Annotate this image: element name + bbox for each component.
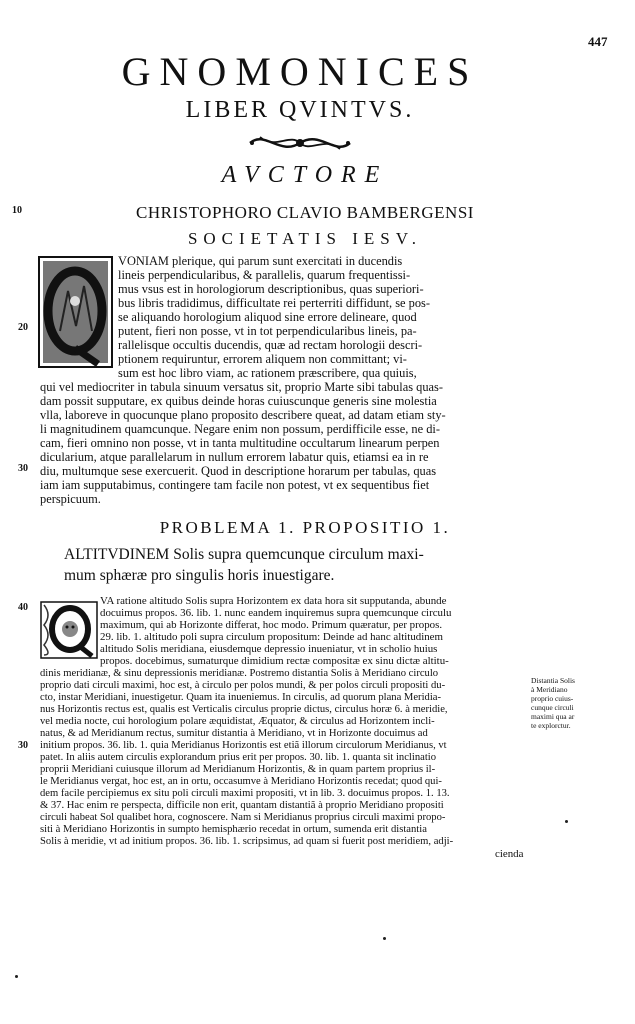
text-line: circuli habeat Sol qualibet hora, cognoscere. Nam si Meridianus proprius circuli maximi propo- xyxy=(40,812,446,823)
text-line: vel media nocte, cui horologium polare æquidistat, Æquator, & circulus ad Horizontem incli- xyxy=(40,716,435,727)
text-line: siti à Meridiano Horizontis in sumpto hemisphærio recedat in ortum, sumenda erit distantia xyxy=(40,824,427,835)
decorated-initial-icon xyxy=(40,601,98,659)
margin-note-line: cunque circuli xyxy=(531,703,574,712)
text-line: proprio dati circuli maximi, hoc est, à circulo per polos mundi, & per polos circuli propositi du- xyxy=(40,680,446,691)
text-line: iam iam supputabimus, contingere tam facile non potest, vt ex sequentibus fiet xyxy=(40,478,430,492)
text-line: propos. docebimus, sumaturque dimidium rectæ compositæ ex sinu dictæ altitu- xyxy=(100,655,449,667)
text-line: cto, instar Meridiani, inuestigetur. Quam ita inueniemus. In circulis, ad quorum plana Meridia- xyxy=(40,692,441,703)
margin-note-line: Distantia Solis xyxy=(531,676,575,685)
text-line: dam possit supputare, ex quibus deinde horas cuiuscunque generis sine molestia xyxy=(40,394,437,408)
text-line: VA ratione altitudo Solis supra Horizontem ex data hora sit supputanda, abunde xyxy=(100,595,447,607)
text-line: altitudo Solis meridiana, eiusdemque depressio inueniatur, vt in scholio huius xyxy=(100,643,438,655)
altitude-heading-line: mum sphæræ pro singulis horis inuestigare. xyxy=(64,567,335,584)
text-line: cam, fieri omnino non posse, vt in tanta multitudine occultarum linearum perpen xyxy=(40,436,440,450)
text-line: dem facile percipiemus ex situ poli circuli maximi propositi, vt in lib. 3. docuimus propos. 1. 13. xyxy=(40,788,450,799)
text-line: vlla, laboreve in quocunque plano proposito describere queat, ad datam etiam sty- xyxy=(40,408,446,422)
text-line: se aliquando horologium aliquod sine errore delineare, quod xyxy=(118,310,417,324)
text-line: perspicuum. xyxy=(40,492,101,506)
text-line: nus Horizontis rectus est, qualis est Verticalis circulus proprie dictus, circulus horæ 6. à meridie, xyxy=(40,704,448,715)
text-line: ptionem requiruntur, errorem aliquem non committant; vi- xyxy=(118,352,407,366)
text-line: le Meridianus vergat, hoc est, an in ortu, occasumve à Meridiano Horizontis recedat; quod qui- xyxy=(40,776,442,787)
catchword: cienda xyxy=(495,848,524,860)
margin-line-number: 20 xyxy=(18,322,28,333)
text-line: VONIAM plerique, qui parum sunt exercitati in ducendis xyxy=(118,254,403,268)
text-line: li magnitudinem quamcunque. Negare enim non possum, perdifficile esse, ne di- xyxy=(40,422,440,436)
ink-speck xyxy=(383,937,386,940)
text-line: docuimus propos. 36. lib. 1. nunc eandem inquiremus supra quemcunque circulu xyxy=(100,607,452,619)
text-line: dinis meridianæ, & sinu depressionis meridianæ. Postremo distantia Solis à Meridiano circulo xyxy=(40,668,439,679)
text-line: sum est hoc libro viam, ac rationem præscribere, qua quiuis, xyxy=(118,366,417,380)
altitude-heading-line: ALTITVDINEM Solis supra quemcunque circulum maxi- xyxy=(64,546,424,563)
text-line: Solis à meridie, vt ad initium propos. 36. lib. 1. scripsimus, ad quam si fuerit post meridiem, adji- xyxy=(40,836,454,847)
text-line: lineis perpendicularibus, & parallelis, quarum frequentissi- xyxy=(118,268,411,282)
text-line: proprii Meridiani cuiusque illorum ad Meridianum Horizontis, & in quam partem proprius il- xyxy=(40,764,436,775)
text-line: bus libris tradidimus, difficultate rei perterriti diffidunt, se pos- xyxy=(118,296,430,310)
text-line: qui vel mediocriter in tabula sinuum versatus sit, proprio Marte sibi tabulas quas- xyxy=(40,380,443,394)
text-line: patet. In aliis autem circulis explorandum prius erit per propos. 30. lib. 1. quanta sit inclinatio xyxy=(40,752,436,763)
auctore-heading: AVCTORE xyxy=(221,162,389,188)
ink-speck xyxy=(15,975,18,978)
book-title: GNOMONICES xyxy=(121,49,479,94)
decorated-initial-icon xyxy=(38,256,113,368)
margin-note-line: à Meridiano xyxy=(531,685,568,694)
book-subtitle: LIBER QVINTVS. xyxy=(185,97,415,123)
margin-line-number: 40 xyxy=(18,602,28,613)
society-line: SOCIETATIS IESV. xyxy=(187,229,423,248)
margin-line-number: 30 xyxy=(18,463,28,474)
margin-note-line: maximi qua ar xyxy=(531,712,575,721)
text-line: & 37. Hac enim re perspecta, difficile non erit, quantam distantiã à proprio Meridiano propositi xyxy=(40,800,444,811)
ink-speck xyxy=(565,820,568,823)
text-line: diu, multumque sese exercuerit. Quod in descriptione horarum per tabulas, quas xyxy=(40,464,437,478)
text-line: maximum, qui ab Horizonte differat, hoc modo. Primum quæratur, per propos. xyxy=(100,619,443,631)
page-number: 447 xyxy=(588,34,608,49)
margin-note-line: proprio cuius- xyxy=(531,694,574,703)
margin-line-number: 10 xyxy=(12,205,22,216)
text-line: initium propos. 36. lib. 1. quia Meridianus Horizontis est etiã illorum circulorum Meridianus, vt xyxy=(40,740,447,751)
ornament-icon xyxy=(240,128,360,158)
text-line: putent, fieri non posse, vt in tot perpendicularibus lineis, pa- xyxy=(118,324,417,338)
author-name: CHRISTOPHORO CLAVIO BAMBERGENSI xyxy=(136,203,474,222)
margin-note-line: te explorctur. xyxy=(531,721,571,730)
margin-line-number: 30 xyxy=(18,740,28,751)
text-line: dicularium, atque parallelarum in nullum errorem labatur quis, etiamsi ea in re xyxy=(40,450,429,464)
problem-heading: PROBLEMA 1. PROPOSITIO 1. xyxy=(159,518,451,537)
text-line: mus vsus est in horologiorum descriptionibus, quas superiori- xyxy=(118,282,424,296)
text-line: rallelisque occultis ducendis, quæ ad rectam horologii descri- xyxy=(118,338,423,352)
text-line: natus, & ad Meridianum rectus, sumitur distantia à Meridiano, vt in Horizonte docuimus ad xyxy=(40,728,428,739)
text-line: 29. lib. 1. altitudo poli supra circulum propositum: Deinde ad hanc altitudinem xyxy=(100,631,443,643)
